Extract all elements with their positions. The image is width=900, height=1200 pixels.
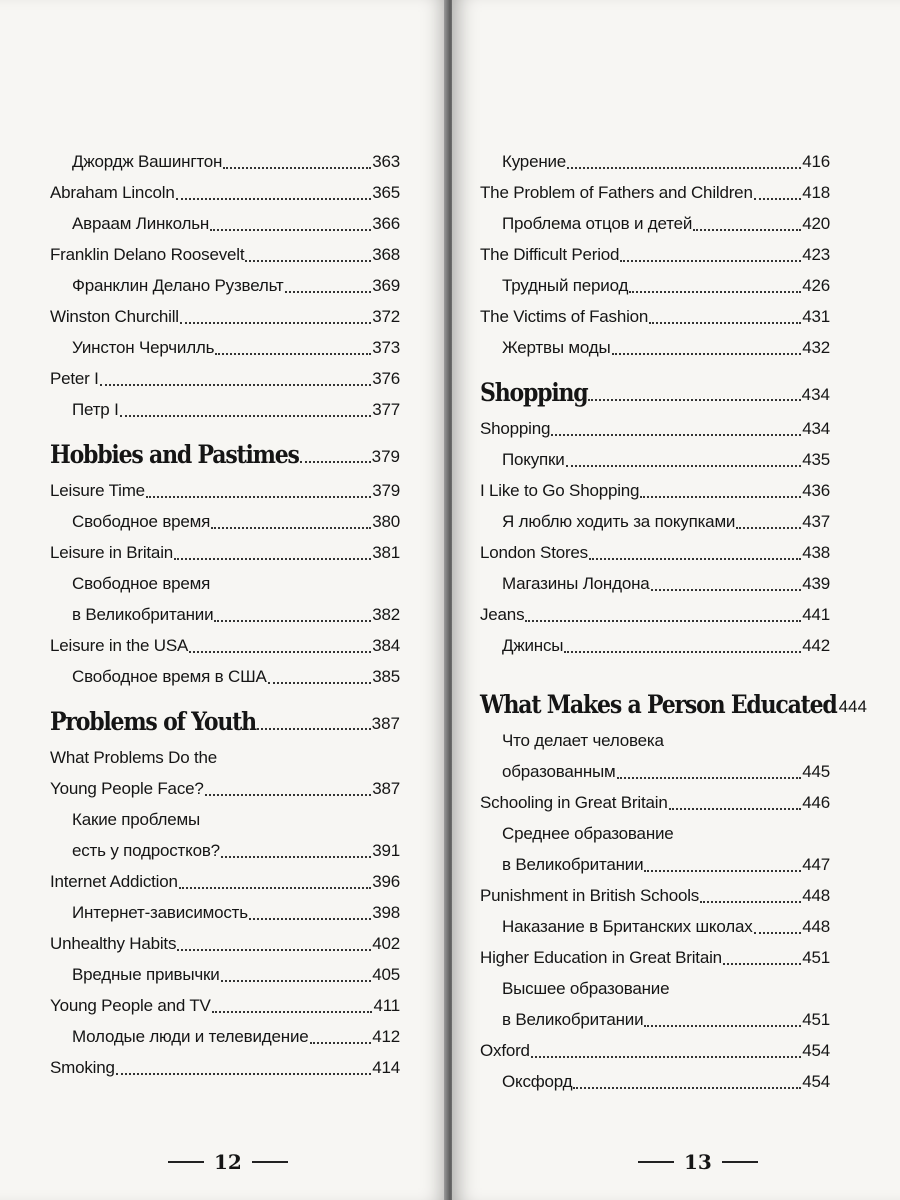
toc-entry bbox=[50, 742, 400, 773]
left-page bbox=[0, 0, 448, 1200]
toc-entry-title: Свободное время bbox=[72, 574, 211, 593]
toc-entry-title: Schooling in Great Britain bbox=[480, 793, 668, 812]
dot-leader bbox=[644, 1025, 801, 1027]
toc-entry bbox=[50, 866, 400, 897]
toc-entry-page-number: 454 bbox=[802, 1072, 830, 1091]
toc-entry-page-number: 381 bbox=[372, 543, 400, 562]
toc-entry-title: Leisure in the USA bbox=[50, 636, 189, 655]
toc-entry bbox=[480, 208, 830, 239]
toc-entry-title: Оксфорд bbox=[502, 1072, 573, 1091]
dot-leader bbox=[268, 682, 372, 684]
toc-entry-page-number: 436 bbox=[802, 481, 830, 500]
toc-entry-title: Unhealthy Habits bbox=[50, 934, 177, 953]
dot-leader bbox=[310, 1042, 372, 1044]
toc-entry-page-number: 445 bbox=[802, 762, 830, 781]
toc-entries-group bbox=[480, 725, 830, 1097]
toc-entry-page-number: 451 bbox=[802, 1010, 830, 1029]
dot-leader bbox=[566, 465, 802, 467]
right-toc bbox=[480, 146, 867, 1097]
dot-leader bbox=[285, 291, 372, 293]
toc-entry-page-number: 365 bbox=[372, 183, 400, 202]
section-page-number: 379 bbox=[371, 447, 400, 466]
toc-entry-page-number: 448 bbox=[802, 917, 830, 936]
toc-entry-title: Higher Education in Great Britain bbox=[480, 948, 722, 967]
toc-entry-page-number: 412 bbox=[372, 1027, 400, 1046]
toc-entry-title: Высшее образование bbox=[502, 979, 670, 998]
toc-entry bbox=[480, 630, 830, 661]
toc-entry-page-number: 416 bbox=[802, 152, 830, 171]
dot-leader bbox=[700, 901, 801, 903]
toc-entry-page-number: 373 bbox=[372, 338, 400, 357]
toc-entry-title: What Problems Do the bbox=[50, 748, 218, 767]
dot-leader bbox=[120, 415, 372, 417]
toc-entry bbox=[50, 1052, 400, 1083]
page-number-footer bbox=[628, 1150, 768, 1174]
toc-entry bbox=[480, 537, 830, 568]
toc-entry-title: есть у подростков? bbox=[72, 841, 220, 860]
dot-leader bbox=[300, 461, 371, 463]
toc-entry bbox=[50, 537, 400, 568]
toc-entry-title: Наказание в Британских школах bbox=[502, 917, 753, 936]
footer-rule bbox=[722, 1161, 758, 1163]
dot-leader bbox=[567, 167, 801, 169]
toc-entry-title: Какие проблемы bbox=[72, 810, 201, 829]
toc-entry bbox=[480, 475, 830, 506]
toc-entry-title: Oxford bbox=[480, 1041, 530, 1060]
toc-entry bbox=[50, 332, 400, 363]
toc-entries-group bbox=[50, 742, 400, 1083]
toc-entry bbox=[50, 1021, 400, 1052]
dot-leader bbox=[180, 322, 371, 324]
toc-entry-title: Young People Face? bbox=[50, 779, 204, 798]
toc-entry-title: Leisure Time bbox=[50, 481, 145, 500]
toc-entry bbox=[50, 990, 400, 1021]
toc-entry-title: Punishment in British Schools bbox=[480, 886, 700, 905]
toc-entry-page-number: 372 bbox=[372, 307, 400, 326]
toc-entry-page-number: 382 bbox=[372, 605, 400, 624]
toc-entry-title: Abraham Lincoln bbox=[50, 183, 175, 202]
section-page-number: 434 bbox=[801, 385, 830, 404]
dot-leader bbox=[205, 794, 372, 796]
dot-leader bbox=[612, 353, 802, 355]
toc-entry bbox=[50, 661, 400, 692]
toc-entry bbox=[480, 270, 830, 301]
toc-entry bbox=[50, 959, 400, 990]
toc-entry-page-number: 420 bbox=[802, 214, 830, 233]
dot-leader bbox=[629, 291, 801, 293]
page-number: 13 bbox=[684, 1150, 712, 1174]
toc-entries-group bbox=[50, 475, 400, 692]
toc-entry-page-number: 391 bbox=[372, 841, 400, 860]
toc-entry-title: Авраам Линкольн bbox=[72, 214, 210, 233]
toc-entry bbox=[50, 270, 400, 301]
dot-leader bbox=[177, 949, 371, 951]
toc-entry-title: Shopping bbox=[480, 419, 551, 438]
toc-entry bbox=[480, 849, 830, 880]
toc-entry-title: Молодые люди и телевидение bbox=[72, 1027, 309, 1046]
dot-leader bbox=[525, 620, 801, 622]
toc-entry-page-number: 387 bbox=[372, 779, 400, 798]
toc-entry-page-number: 435 bbox=[802, 450, 830, 469]
toc-entry-page-number: 451 bbox=[802, 948, 830, 967]
toc-entry-title: Среднее образование bbox=[502, 824, 674, 843]
toc-entry bbox=[480, 239, 830, 270]
toc-entry-title: в Великобритании bbox=[72, 605, 214, 624]
toc-entry-title: The Victims of Fashion bbox=[480, 307, 649, 326]
toc-entry bbox=[50, 630, 400, 661]
toc-entry bbox=[50, 506, 400, 537]
toc-entry-title: The Difficult Period bbox=[480, 245, 620, 264]
toc-entry-page-number: 396 bbox=[372, 872, 400, 891]
toc-entry bbox=[480, 818, 830, 849]
dot-leader bbox=[649, 322, 801, 324]
dot-leader bbox=[174, 558, 371, 560]
toc-entry bbox=[50, 773, 400, 804]
toc-entry-title: Жертвы моды bbox=[502, 338, 611, 357]
dot-leader bbox=[221, 980, 372, 982]
toc-entry bbox=[480, 506, 830, 537]
toc-entry-page-number: 368 bbox=[372, 245, 400, 264]
spacer bbox=[480, 661, 830, 675]
dot-leader bbox=[215, 353, 371, 355]
toc-entry-title: Я люблю ходить за покупками bbox=[502, 512, 736, 531]
toc-entry-page-number: 411 bbox=[373, 996, 400, 1015]
toc-entry bbox=[480, 787, 830, 818]
dot-leader bbox=[651, 589, 802, 591]
dot-leader bbox=[245, 260, 371, 262]
toc-entry-page-number: 414 bbox=[372, 1058, 400, 1077]
toc-entry-page-number: 434 bbox=[802, 419, 830, 438]
right-page bbox=[452, 0, 900, 1200]
toc-entry-page-number: 431 bbox=[802, 307, 830, 326]
section-title: Hobbies and Pastimes bbox=[50, 440, 299, 470]
toc-entry bbox=[50, 239, 400, 270]
toc-entry bbox=[50, 208, 400, 239]
toc-entry-page-number: 423 bbox=[802, 245, 830, 264]
dot-leader bbox=[179, 887, 371, 889]
toc-entry bbox=[50, 928, 400, 959]
toc-entry bbox=[480, 880, 830, 911]
toc-entry-page-number: 380 bbox=[372, 512, 400, 531]
toc-entry bbox=[50, 177, 400, 208]
dot-leader bbox=[620, 260, 801, 262]
section-heading-hobbies bbox=[50, 435, 400, 475]
toc-entry-page-number: 426 bbox=[802, 276, 830, 295]
dot-leader bbox=[723, 963, 801, 965]
toc-entry-page-number: 398 bbox=[372, 903, 400, 922]
toc-entry bbox=[480, 973, 830, 1004]
toc-entry bbox=[480, 568, 830, 599]
section-page-number: 387 bbox=[371, 714, 400, 733]
toc-entry-title: I Like to Go Shopping bbox=[480, 481, 640, 500]
toc-entry-page-number: 446 bbox=[802, 793, 830, 812]
dot-leader bbox=[189, 651, 371, 653]
page-number-footer bbox=[158, 1150, 298, 1174]
dot-leader bbox=[176, 198, 372, 200]
toc-entry-title: Магазины Лондона bbox=[502, 574, 650, 593]
toc-entry-page-number: 376 bbox=[372, 369, 400, 388]
dot-leader bbox=[223, 167, 371, 169]
toc-entry bbox=[480, 332, 830, 363]
toc-entry bbox=[480, 911, 830, 942]
dot-leader bbox=[693, 229, 801, 231]
dot-leader bbox=[617, 777, 802, 779]
section-heading-youth bbox=[50, 702, 400, 742]
toc-entry-title: Что делает человека bbox=[502, 731, 664, 750]
toc-entry bbox=[480, 413, 830, 444]
toc-entry bbox=[50, 835, 400, 866]
toc-entry-page-number: 366 bbox=[372, 214, 400, 233]
toc-entry-page-number: 369 bbox=[372, 276, 400, 295]
dot-leader bbox=[551, 434, 801, 436]
toc-entry bbox=[50, 568, 400, 599]
toc-entry bbox=[50, 475, 400, 506]
toc-entry bbox=[480, 301, 830, 332]
toc-entry-title: Покупки bbox=[502, 450, 565, 469]
dot-leader bbox=[754, 198, 802, 200]
toc-entry bbox=[480, 599, 830, 630]
toc-entry bbox=[50, 394, 400, 425]
toc-entry bbox=[50, 301, 400, 332]
dot-leader bbox=[210, 229, 371, 231]
toc-entry-title: London Stores bbox=[480, 543, 588, 562]
section-title: What Makes a Person Educated bbox=[480, 690, 837, 720]
dot-leader bbox=[564, 651, 801, 653]
toc-entry-title: Курение bbox=[502, 152, 567, 171]
dot-leader bbox=[214, 620, 371, 622]
toc-entry-title: Проблема отцов и детей bbox=[502, 214, 693, 233]
toc-entries-group bbox=[480, 146, 830, 363]
footer-rule bbox=[638, 1161, 674, 1163]
section-title: Problems of Youth bbox=[50, 707, 256, 737]
toc-entry-title: Peter I bbox=[50, 369, 99, 388]
toc-entries-group bbox=[480, 413, 830, 661]
toc-entry-page-number: 363 bbox=[372, 152, 400, 171]
toc-entry-page-number: 385 bbox=[372, 667, 400, 686]
toc-entry-title: Вредные привычки bbox=[72, 965, 220, 984]
toc-entry-title: Franklin Delano Roosevelt bbox=[50, 245, 245, 264]
toc-entry bbox=[480, 1004, 830, 1035]
dot-leader bbox=[573, 1087, 801, 1089]
toc-entry bbox=[480, 177, 830, 208]
toc-entry-page-number: 402 bbox=[372, 934, 400, 953]
toc-entry bbox=[480, 725, 830, 756]
toc-entry-page-number: 441 bbox=[802, 605, 830, 624]
toc-entry-title: Young People and TV bbox=[50, 996, 211, 1015]
toc-entry-title: Уинстон Черчилль bbox=[72, 338, 215, 357]
toc-entry bbox=[480, 756, 830, 787]
dot-leader bbox=[211, 527, 371, 529]
toc-entry-title: The Problem of Fathers and Children bbox=[480, 183, 753, 202]
toc-entry bbox=[50, 897, 400, 928]
toc-entry-page-number: 439 bbox=[802, 574, 830, 593]
toc-entry bbox=[50, 599, 400, 630]
toc-entries-group bbox=[50, 146, 400, 425]
dot-leader bbox=[212, 1011, 373, 1013]
toc-entry-title: Leisure in Britain bbox=[50, 543, 174, 562]
toc-entry-page-number: 438 bbox=[802, 543, 830, 562]
dot-leader bbox=[146, 496, 371, 498]
toc-entry-page-number: 454 bbox=[802, 1041, 830, 1060]
left-toc bbox=[50, 146, 400, 1083]
dot-leader bbox=[249, 918, 371, 920]
dot-leader bbox=[257, 728, 371, 730]
section-heading-shopping bbox=[480, 373, 830, 413]
dot-leader bbox=[588, 399, 800, 401]
toc-entry-title: Джордж Вашингтон bbox=[72, 152, 223, 171]
dot-leader bbox=[221, 856, 371, 858]
toc-entry-page-number: 377 bbox=[372, 400, 400, 419]
toc-entry bbox=[480, 942, 830, 973]
toc-entry bbox=[50, 363, 400, 394]
toc-entry-title: Winston Churchill bbox=[50, 307, 179, 326]
toc-entry bbox=[50, 804, 400, 835]
dot-leader bbox=[589, 558, 801, 560]
dot-leader bbox=[736, 527, 801, 529]
toc-entry bbox=[480, 444, 830, 475]
toc-entry-page-number: 437 bbox=[802, 512, 830, 531]
dot-leader bbox=[531, 1056, 801, 1058]
toc-entry-page-number: 448 bbox=[802, 886, 830, 905]
toc-entry-page-number: 405 bbox=[372, 965, 400, 984]
footer-rule bbox=[168, 1161, 204, 1163]
toc-entry-page-number: 384 bbox=[372, 636, 400, 655]
toc-entry bbox=[50, 146, 400, 177]
toc-entry bbox=[480, 1066, 830, 1097]
toc-entry bbox=[480, 146, 830, 177]
toc-entry-page-number: 447 bbox=[802, 855, 830, 874]
section-page-number: 444 bbox=[838, 697, 867, 716]
page-number: 12 bbox=[214, 1150, 242, 1174]
section-heading-educated bbox=[480, 685, 867, 725]
toc-entry-title: в Великобритании bbox=[502, 1010, 644, 1029]
footer-rule bbox=[252, 1161, 288, 1163]
toc-entry-page-number: 432 bbox=[802, 338, 830, 357]
dot-leader bbox=[754, 932, 802, 934]
toc-entry-title: в Великобритании bbox=[502, 855, 644, 874]
toc-entry-title: Smoking bbox=[50, 1058, 115, 1077]
toc-entry-title: Трудный период bbox=[502, 276, 629, 295]
dot-leader bbox=[100, 384, 372, 386]
dot-leader bbox=[116, 1073, 371, 1075]
toc-entry-title: Петр I bbox=[72, 400, 119, 419]
toc-entry-title: Франклин Делано Рузвельт bbox=[72, 276, 284, 295]
toc-entry-title: Свободное время bbox=[72, 512, 211, 531]
toc-entry-title: Интернет-зависимость bbox=[72, 903, 248, 922]
toc-entry bbox=[480, 1035, 830, 1066]
toc-entry-title: Джинсы bbox=[502, 636, 564, 655]
toc-entry-title: Jeans bbox=[480, 605, 525, 624]
section-title: Shopping bbox=[480, 378, 588, 408]
dot-leader bbox=[669, 808, 802, 810]
toc-entry-title: Internet Addiction bbox=[50, 872, 178, 891]
dot-leader bbox=[644, 870, 801, 872]
toc-entry-page-number: 442 bbox=[802, 636, 830, 655]
toc-entry-page-number: 379 bbox=[372, 481, 400, 500]
toc-entry-title: Свободное время в США bbox=[72, 667, 267, 686]
toc-entry-page-number: 418 bbox=[802, 183, 830, 202]
toc-entry-title: образованным bbox=[502, 762, 616, 781]
dot-leader bbox=[640, 496, 801, 498]
